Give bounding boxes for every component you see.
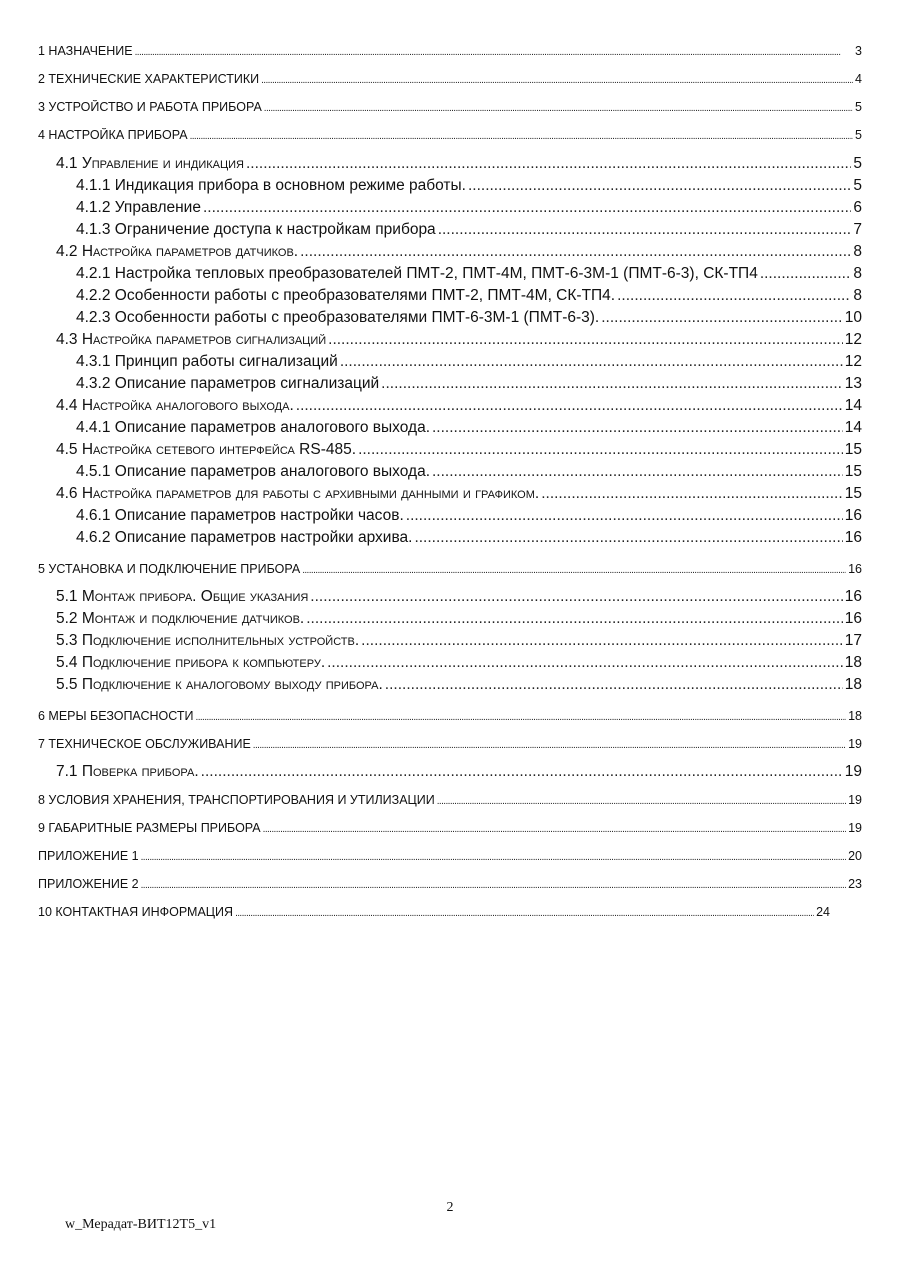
toc-entry[interactable] [76, 375, 862, 393]
toc-entry[interactable] [38, 849, 862, 863]
toc-entry-page: 17 [844, 632, 862, 649]
toc-entry-page: 13 [844, 375, 862, 392]
toc-entry-title: 1 НАЗНАЧЕНИЕ [38, 44, 133, 58]
toc-entry-title: 4.2 Настройка параметров датчиков. [56, 243, 299, 260]
page-number: 2 [446, 1200, 454, 1215]
toc-entry-page: 8 [853, 265, 862, 282]
toc-entry-title: 4.2.3 Особенности работы с преобразователями ПМТ-6-3М-1 (ПМТ-6-3). [76, 309, 600, 326]
toc-entry[interactable] [56, 331, 862, 349]
toc-entry[interactable] [76, 507, 862, 525]
toc-entry-title: 5.4 Подключение прибора к компьютеру. [56, 654, 326, 671]
toc-entry-page: 12 [844, 331, 862, 348]
toc-entry[interactable] [56, 676, 862, 694]
toc-entry-page: 12 [844, 353, 862, 370]
toc-entry-page: 4 [855, 72, 862, 86]
dot-leader [432, 463, 843, 481]
toc-entry-title: 4.5 Настройка сетевого интерфейса RS-485. [56, 441, 357, 458]
toc-entry-title: 4.3 Настройка параметров сигнализаций [56, 331, 327, 348]
toc-entry-page: 16 [844, 588, 862, 605]
dot-leader [340, 353, 843, 371]
dot-leader [327, 654, 843, 672]
toc-entry-title: 9 ГАБАРИТНЫЕ РАЗМЕРЫ ПРИБОРА [38, 821, 261, 835]
toc-entry-page: 19 [848, 737, 862, 751]
dot-leader [601, 309, 843, 327]
toc-entry-title: 4 НАСТРОЙКА ПРИБОРА [38, 128, 188, 142]
toc-entry-title: 5 УСТАНОВКА И ПОДКЛЮЧЕНИЕ ПРИБОРА [38, 562, 301, 576]
toc-entry-page: 5 [855, 100, 862, 114]
dot-leader [296, 397, 843, 415]
toc-entry-page: 5 [855, 128, 862, 142]
toc-entry-page: 18 [848, 709, 862, 723]
toc-entry[interactable] [38, 905, 830, 919]
toc-entry-title: 10 КОНТАКТНАЯ ИНФОРМАЦИЯ [38, 905, 234, 919]
dot-leader [203, 199, 851, 217]
toc-entry[interactable] [76, 419, 862, 437]
toc-entry[interactable] [56, 441, 862, 459]
toc-entry-title: 4.6.1 Описание параметров настройки часов. [76, 507, 404, 524]
toc-entry-page: 14 [844, 397, 862, 414]
toc-entry-title: 5.3 Подключение исполнительных устройств. [56, 632, 360, 649]
toc-entry-title: 7 ТЕХНИЧЕСКОЕ ОБСЛУЖИВАНИЕ [38, 737, 251, 751]
toc-entry[interactable] [76, 221, 862, 239]
toc-entry[interactable] [56, 588, 862, 606]
dot-leader [141, 877, 846, 891]
toc-entry[interactable] [56, 632, 862, 650]
toc-entry[interactable] [76, 199, 862, 217]
dot-leader [300, 243, 851, 261]
dot-leader [306, 610, 843, 628]
toc-entry-page: 18 [844, 654, 862, 671]
toc-entry[interactable] [56, 155, 862, 173]
dot-leader [361, 632, 843, 650]
toc-entry-title: 2 ТЕХНИЧЕСКИЕ ХАРАКТЕРИСТИКИ [38, 72, 260, 86]
toc-entry-page: 15 [844, 463, 862, 480]
toc-entry[interactable] [38, 72, 862, 86]
toc-entry[interactable] [76, 353, 862, 371]
dot-leader [201, 763, 843, 781]
dot-leader [310, 588, 842, 606]
dot-leader [253, 737, 846, 751]
toc-entry[interactable] [76, 309, 862, 327]
dot-leader [760, 265, 852, 283]
dot-leader [406, 507, 843, 525]
dot-leader [141, 849, 846, 863]
toc-entry[interactable] [38, 44, 862, 58]
dot-leader [246, 155, 851, 173]
toc-entry-title: 4.3.1 Принцип работы сигнализаций [76, 353, 338, 370]
dot-leader [328, 331, 843, 349]
toc-entry-title: 4.6.2 Описание параметров настройки архива. [76, 529, 413, 546]
toc-entry-page: 19 [844, 763, 862, 780]
toc-entry-title: 4.5.1 Описание параметров аналогового выхода. [76, 463, 430, 480]
toc-entry-page: 5 [853, 177, 862, 194]
toc-entry-page: 10 [844, 309, 862, 326]
toc-entry-page: 18 [844, 676, 862, 693]
toc-entry[interactable] [76, 287, 862, 305]
toc-entry-title: 4.6 Настройка параметров для работы с архивными данными и графиком. [56, 485, 540, 502]
toc-entry-page: 5 [853, 155, 862, 172]
toc-entry-title: 8 УСЛОВИЯ ХРАНЕНИЯ, ТРАНСПОРТИРОВАНИЯ И УТИЛИЗАЦИИ [38, 793, 435, 807]
toc-entry[interactable] [38, 737, 862, 751]
toc-entry[interactable] [56, 763, 862, 781]
toc-entry[interactable] [38, 821, 862, 835]
dot-leader [432, 419, 843, 437]
dot-leader [264, 100, 853, 114]
dot-leader [196, 709, 847, 723]
toc-entry-page: 24 [816, 905, 830, 919]
toc-entry[interactable] [76, 265, 862, 283]
toc-entry[interactable] [38, 877, 862, 891]
toc-entry-page: 3 [855, 44, 862, 58]
toc-entry-page: 20 [848, 849, 862, 863]
toc-entry-page: 15 [844, 485, 862, 502]
toc-entry-title: 4.1 Управление и индикация [56, 155, 244, 172]
toc-entry-page: 23 [848, 877, 862, 891]
toc-entry-page: 19 [848, 821, 862, 835]
toc-entry-title: ПРИЛОЖЕНИЕ 2 [38, 877, 139, 891]
dot-leader [541, 485, 843, 503]
toc-entry[interactable] [56, 485, 862, 503]
toc-entry-title: ПРИЛОЖЕНИЕ 1 [38, 849, 139, 863]
toc-entry[interactable] [38, 100, 862, 114]
toc-entry[interactable] [76, 463, 862, 481]
toc-entry[interactable] [76, 529, 862, 547]
dot-leader [414, 529, 842, 547]
dot-leader [261, 72, 853, 86]
dot-leader [438, 221, 852, 239]
dot-leader [235, 905, 814, 919]
toc-entry-title: 4.1.3 Ограничение доступа к настройкам прибора [76, 221, 436, 238]
dot-leader [385, 676, 843, 694]
toc-entry-title: 7.1 Поверка прибора. [56, 763, 199, 780]
toc-entry[interactable] [38, 128, 862, 142]
dot-leader [381, 375, 843, 393]
toc-entry-title: 4.3.2 Описание параметров сигнализаций [76, 375, 380, 392]
toc-entry-title: 4.1.1 Индикация прибора в основном режиме работы. [76, 177, 466, 194]
toc-entry-title: 3 УСТРОЙСТВО И РАБОТА ПРИБОРА [38, 100, 262, 114]
toc-entry[interactable] [56, 654, 862, 672]
toc-entry-title: 4.2.1 Настройка тепловых преобразователей ПМТ-2, ПМТ-4М, ПМТ-6-3М-1 (ПМТ-6-3), СК-ТП4 [76, 265, 758, 282]
toc-entry-title: 4.4 Настройка аналогового выхода. [56, 397, 294, 414]
dot-leader [135, 44, 853, 58]
toc-entry[interactable] [56, 610, 862, 628]
toc-entry-page: 6 [853, 199, 862, 216]
toc-entry-title: 4.4.1 Описание параметров аналогового выхода. [76, 419, 430, 436]
toc-entry-title: 5.5 Подключение к аналоговому выходу прибора. [56, 676, 383, 693]
toc-entry[interactable] [38, 793, 862, 807]
toc-entry[interactable] [56, 397, 862, 415]
toc-entry-title: 4.2.2 Особенности работы с преобразователями ПМТ-2, ПМТ-4М, СК-ТП4. [76, 287, 616, 304]
toc-entry-title: 4.1.2 Управление [76, 199, 201, 216]
toc-entry-page: 15 [844, 441, 862, 458]
toc-entry-page: 16 [844, 529, 862, 546]
toc-entry-page: 8 [853, 243, 862, 260]
toc-entry-title: 5.2 Монтаж и подключение датчиков. [56, 610, 305, 627]
dot-leader [468, 177, 851, 195]
toc-entry-page: 14 [844, 419, 862, 436]
toc-entry-page: 16 [844, 507, 862, 524]
toc-entry-page: 16 [848, 562, 862, 576]
toc-entry-page: 16 [844, 610, 862, 627]
dot-leader [617, 287, 851, 305]
document-name: w_Мерадат-ВИТ12Т5_v1 [65, 1217, 217, 1232]
dot-leader [190, 128, 853, 142]
toc-entry-title: 6 МЕРЫ БЕЗОПАСНОСТИ [38, 709, 194, 723]
toc-entry-page: 19 [848, 793, 862, 807]
toc-entry[interactable] [76, 177, 862, 195]
toc-entry-page: 8 [853, 287, 862, 304]
toc-entry[interactable] [38, 562, 862, 576]
toc-entry[interactable] [56, 243, 862, 261]
toc-entry-title: 5.1 Монтаж прибора. Общие указания [56, 588, 309, 605]
dot-leader [263, 821, 846, 835]
dot-leader [302, 562, 846, 576]
dot-leader [437, 793, 846, 807]
toc-entry-page: 7 [853, 221, 862, 238]
dot-leader [358, 441, 843, 459]
toc-entry[interactable] [38, 709, 862, 723]
